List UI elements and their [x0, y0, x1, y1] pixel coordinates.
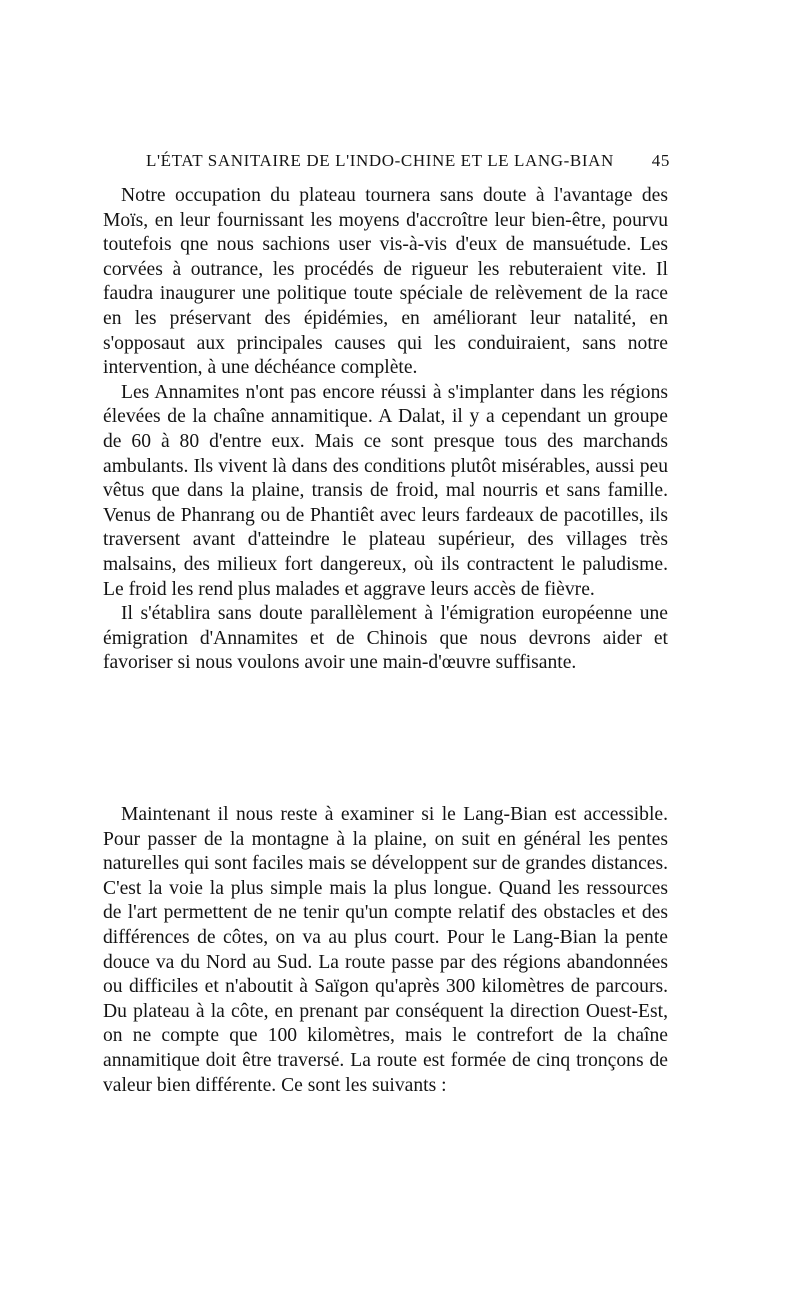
paragraph-annamites: Les Annamites n'ont pas encore réussi à s'implanter dans les régions élevées de la chaîne annamitique. A Dalat, il y a cependant un groupe de 60 à 80 d'entre eux. Mais ce sont presque tous des marchands ambulants. Ils vivent là dans des conditions plutôt misérables, aussi peu vêtus que dans la plaine, transis de froid, mal nourris et sans famille. Venus de Phanrang ou de Phantiêt avec leurs fardeaux de pacotilles, ils traversent avant d'atteindre le plateau supérieur, des villages très malsains, des milieux fort dangereux, où ils contractent le paludisme. Le froid les rend plus malades et aggrave leurs accès de fièvre.	[103, 381, 668, 600]
page-number: 45	[651, 151, 670, 170]
paragraph-mois: Notre occupation du plateau tournera sans doute à l'avantage des Moïs, en leur fournissant les moyens d'accroître leur bien-être, pourvu toutefois qne nous sachions user vis-à-vis d'eux de mansuétude. Les corvées à outrance, les procédés de rigueur les rebuteraient vite. Il faudra inaugurer une politique toute spéciale de relèvement de la race en les préservant des épidémies, en améliorant leur natalité, en s'opposaut aux principales causes qui les conduiraient, sans notre intervention, à une déchéance complète.	[103, 185, 668, 379]
text-block-lower	[103, 803, 668, 1098]
text-block-upper	[103, 184, 668, 676]
running-head-title: L'ÉTAT SANITAIRE DE L'INDO-CHINE ET LE LANG-BIAN	[146, 151, 614, 170]
paragraph-accessibility: Maintenant il nous reste à examiner si le Lang-Bian est accessible. Pour passer de la montagne à la plaine, on suit en général les pentes naturelles qui sont faciles mais se développent sur de grandes distances. C'est la voie la plus simple mais la plus longue. Quand les ressources de l'art permettent de ne tenir qu'un compte relatif des obstacles et des différences de côtes, on va au plus court. Pour le Lang-Bian la pente douce va du Nord au Sud. La route passe par des régions abandonnées ou difficiles et n'aboutit à Saïgon qu'après 300 kilomètres de parcours. Du plateau à la côte, en prenant par conséquent la direction Ouest-Est, on ne compte que 100 kilomètres, mais le contrefort de la chaîne annamitique doit être traversé. La route est formée de cinq tronçons de valeur bien différente. Ce sont les suivants :	[103, 804, 668, 1096]
paragraph-emigration: Il s'établira sans doute parallèlement à l'émigration européenne une émigration d'Annamites et de Chinois que nous devrons aider et favoriser si nous voulons avoir une main-d'œuvre suffisante.	[103, 603, 668, 674]
